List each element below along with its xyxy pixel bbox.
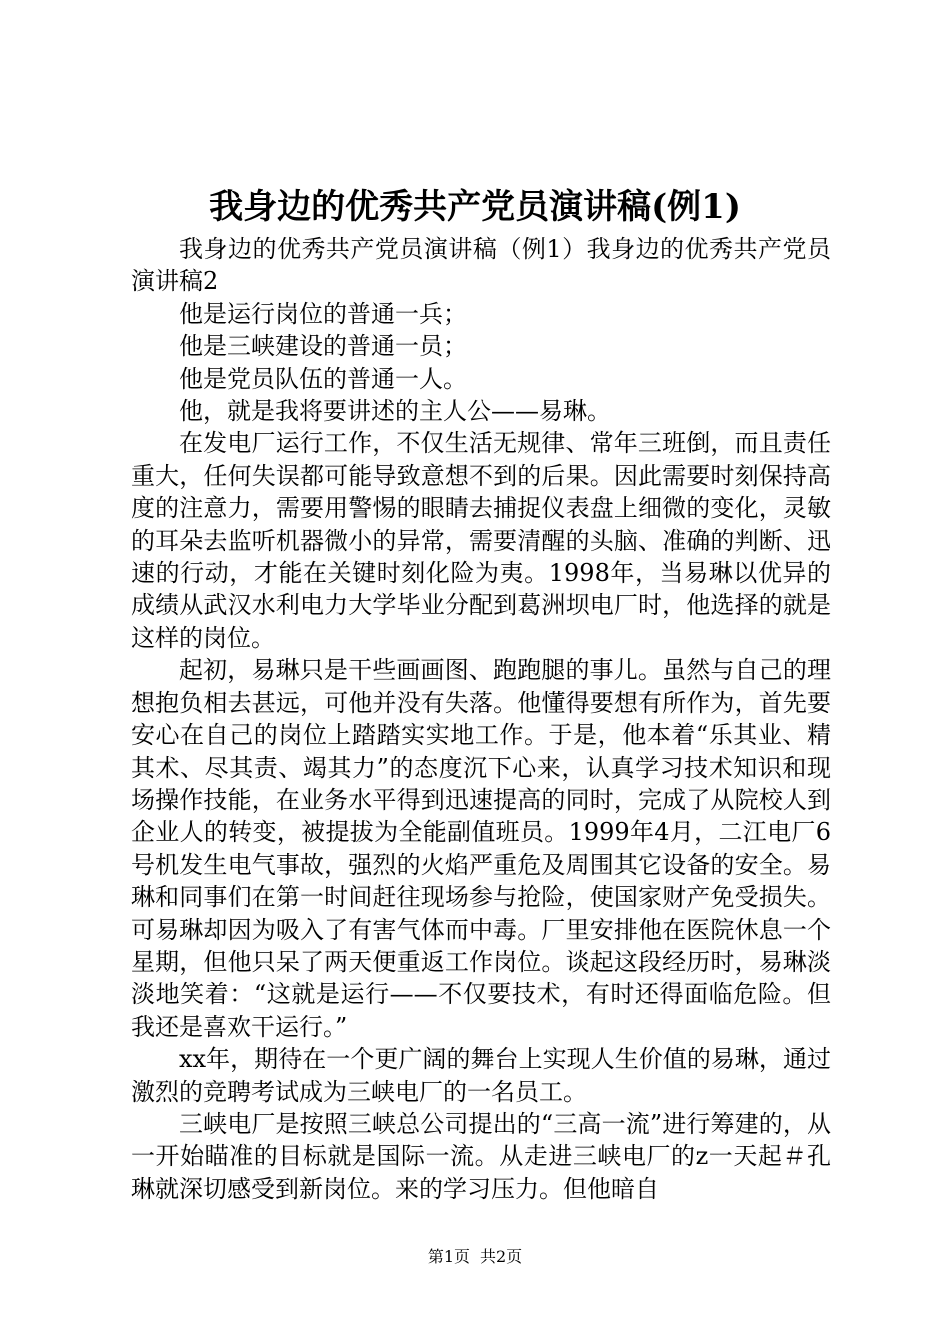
page-total: 共2页 [480, 1247, 523, 1266]
document-body [131, 233, 831, 1205]
paragraph: 他是党员队伍的普通一人。 [179, 364, 467, 393]
paragraph: 三峡电厂是按照三峡总公司提出的“三高一流”进行筹建的，从一开始瞄准的目标就是国际一流。从走进三峡电厂的z一天起＃孔琳就深切感受到新岗位。来的学习压力。但他暗自 [131, 1109, 831, 1203]
paragraph: 他是三峡建设的普通一员； [179, 332, 467, 361]
paragraph: 我身边的优秀共产党员演讲稿（例1）我身边的优秀共产党员演讲稿2 [131, 235, 831, 296]
paragraph: 他是运行岗位的普通一兵； [179, 299, 467, 328]
paragraph: 起初，易琳只是干些画画图、跑跑腿的事儿。虽然与自己的理想抱负相去甚远，可他并没有失落。他懂得要想有所作为，首先要安心在自己的岗位上踏踏实实地工作。于是，他本着“乐其业、精其术、尽其责、竭其力”的态度沉下心来，认真学习技术知识和现场操作技能，在业务水平得到迅速提高的同时，完成了从院校人到企业人的转变，被提拔为全能副值班员。1999年4月，二江电厂6号机发生电气事故，强烈的火焰严重危及周围其它设备的安全。易琳和同事们在第一时间赶往现场参与抢险，使国家财产免受损失。可易琳却因为吸入了有害气体而中毒。厂里安排他在医院休息一个星期，但他只呆了两天便重返工作岗位。谈起这段经历时，易琳淡淡地笑着：“这就是运行——不仅要技术，有时还得面临危险。但我还是喜欢干运行。” [131, 656, 831, 1041]
paragraph: xx年，期待在一个更广阔的舞台上实现人生价值的易琳，通过激烈的竞聘考试成为三峡电厂的一名员工。 [131, 1045, 831, 1106]
paragraph: 在发电厂运行工作，不仅生活无规律、常年三班倒，而且责任重大，任何失误都可能导致意想不到的后果。因此需要时刻保持高度的注意力，需要用警惕的眼睛去捕捉仪表盘上细微的变化，灵敏的耳朵去监听机器微小的异常，需要清醒的头脑、准确的判断、迅速的行动，才能在关键时刻化险为夷。1998年，当易琳以优异的成绩从武汉水利电力大学毕业分配到葛洲坝电厂时，他选择的就是这样的岗位。 [131, 429, 831, 652]
page-number: 第1页 [427, 1247, 470, 1266]
page-footer [0, 1246, 950, 1268]
document-title: 我身边的优秀共产党员演讲稿(例1) [209, 187, 741, 227]
paragraph: 他，就是我将要讲述的主人公——易琳。 [179, 397, 611, 426]
